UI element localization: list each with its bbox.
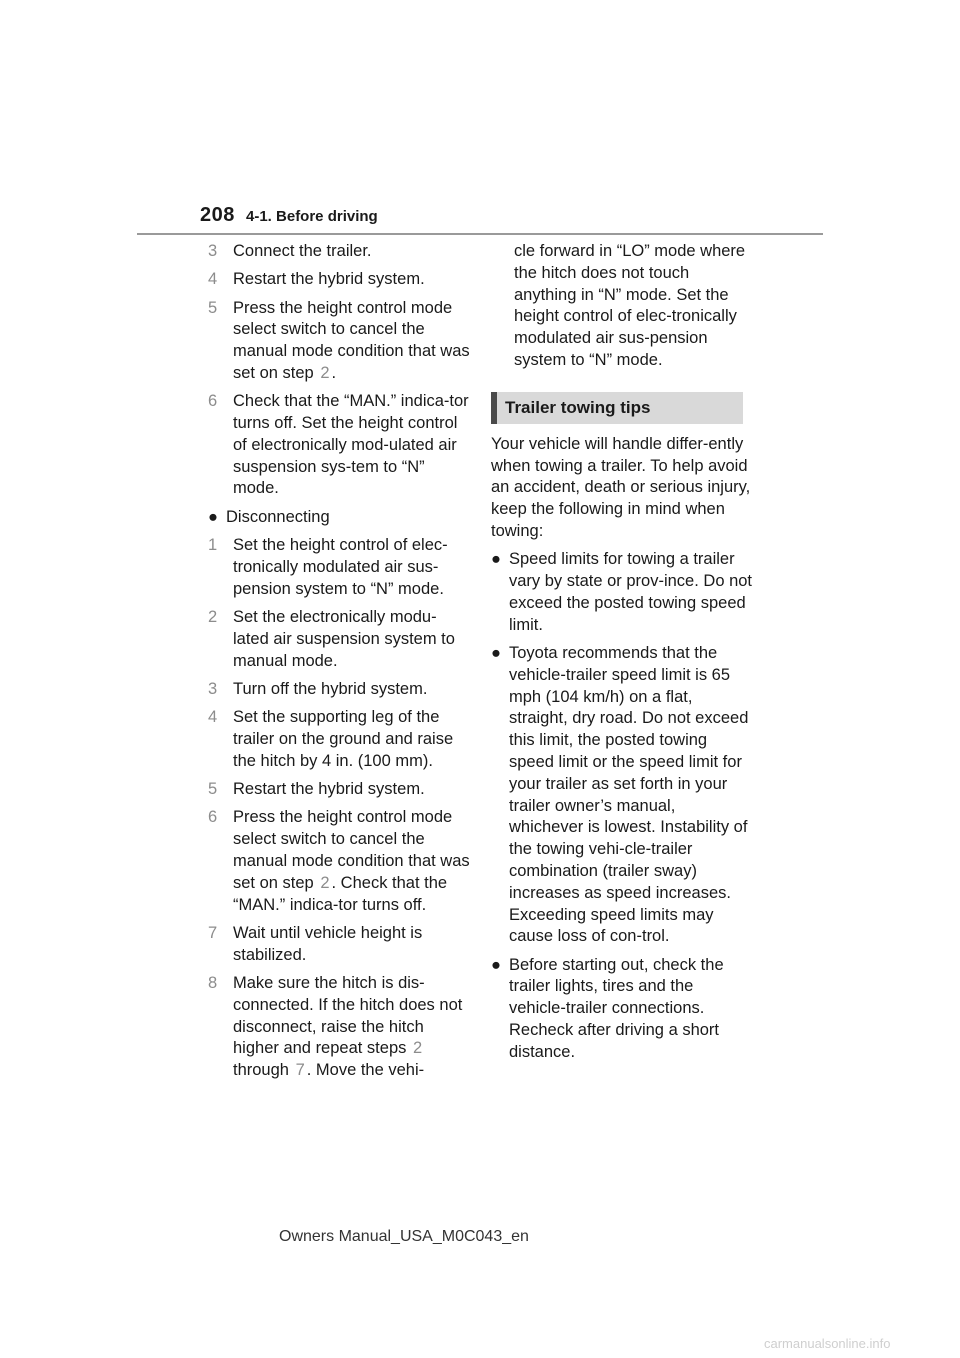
step-text: Restart the hybrid system. — [233, 780, 425, 799]
disconnect-step-8 — [208, 973, 470, 1082]
step-number: 4 — [208, 270, 218, 289]
left-column — [208, 241, 470, 1088]
step-number: 1 — [208, 536, 218, 555]
step-text: Make sure the hitch is dis-connected. If the hitch does not disconnect, raise the hitch higher and repeat steps — [233, 973, 463, 1058]
step-text: Set the electronically modu-lated air suspension system to manual mode. — [233, 607, 455, 670]
step-number: 3 — [208, 679, 218, 698]
step-text: Check that the “MAN.” indica-tor turns off. Set the height control of electronically mod-ulated air suspension sys-tem to “N” mode. — [233, 392, 469, 498]
step-reference[interactable]: 2 — [412, 1039, 423, 1058]
bullet-icon: ● — [491, 643, 501, 662]
step-text: Turn off the hybrid system. — [233, 679, 428, 698]
step-number: 4 — [208, 708, 218, 727]
step-8-continuation: cle forward in “LO” mode where the hitch does not touch anything in “N” mode. Set the height control of elec-tronically modulated air sus-pension system to “N” mode. — [514, 242, 746, 369]
disconnect-step-7 — [208, 923, 470, 967]
step-reference[interactable]: 2 — [320, 363, 330, 382]
step-number: 5 — [208, 780, 218, 799]
disconnect-step-3 — [208, 679, 470, 701]
right-column — [491, 241, 753, 1070]
tip-text: Speed limits for towing a trailer vary by state or prov-ince. Do not exceed the posted towing speed limit. — [509, 550, 753, 634]
bullet-label: Disconnecting — [226, 507, 330, 526]
step-text: Restart the hybrid system. — [233, 270, 425, 289]
section-heading: Trailer towing tips — [491, 392, 743, 424]
tip-item — [491, 549, 753, 636]
step-5-cancel-manual — [208, 298, 470, 385]
step-text: Wait until vehicle height is stabilized. — [233, 923, 423, 964]
step-text-mid: through — [233, 1061, 289, 1080]
step-3-connect — [208, 241, 470, 263]
step-text: Press the height control mode select switch to cancel the manual mode condition that was set on step — [233, 808, 470, 892]
step-reference[interactable]: 7 — [295, 1061, 305, 1080]
disconnect-step-4 — [208, 707, 470, 772]
tip-text: Toyota recommends that the vehicle-trailer speed limit is 65 mph (104 km/h) on a flat, straight, dry road. Do not exceed this limit, the posted towing speed limit or the speed limit for your trailer as set forth in your trailer owner’s manual, whichever is lowest. Instability of the towing vehi-cle-trailer combination (trailer sway) increases as speed increases. Exceeding speed limits may cause loss of con-trol. — [509, 643, 749, 946]
tip-item — [491, 643, 753, 948]
step-number: 3 — [208, 242, 218, 260]
page-number: 208 — [200, 204, 235, 226]
step-text: Set the supporting leg of the trailer on the ground and raise the hitch by 4 in. (100 mm). — [233, 708, 454, 770]
step-number: 5 — [208, 298, 218, 317]
step-6-check-indicator — [208, 391, 470, 500]
disconnecting-heading — [208, 507, 470, 529]
step-number: 6 — [208, 808, 218, 827]
step-number: 7 — [208, 923, 218, 942]
bullet-icon: ● — [208, 507, 218, 526]
step-reference[interactable]: 2 — [320, 873, 330, 892]
footer-doc-id: Owners Manual_USA_M0C043_en — [279, 1228, 529, 1245]
tip-item — [491, 955, 753, 1064]
intro-paragraph: Your vehicle will handle differ-ently when towing a trailer. To help avoid an accident, death or serious injury, keep the following in mind when towing: — [491, 434, 751, 540]
step-number: 8 — [208, 973, 218, 992]
step-text: Set the height control of elec-tronically modulated air sus-pension system to “N” mode. — [233, 536, 448, 598]
disconnect-step-2 — [208, 607, 470, 672]
step-text: Press the height control mode select switch to cancel the manual mode condition that was set on step — [233, 298, 470, 382]
step-4-restart — [208, 269, 470, 291]
section-title: 4-1. Before driving — [246, 208, 378, 225]
step-text-cont: . Check that the “MAN.” indica-tor turns off. — [233, 873, 448, 914]
disconnect-step-1 — [208, 535, 470, 600]
step-number: 2 — [208, 607, 218, 626]
step-text-cont: . Move the vehi- — [306, 1061, 425, 1080]
step-text: Connect the trailer. — [233, 242, 372, 260]
bullet-icon: ● — [491, 955, 501, 974]
tip-text: Before starting out, check the trailer lights, tires and the vehicle-trailer connections. Recheck after driving a short distance. — [509, 955, 724, 1061]
watermark: carmanualsonline.info — [764, 1336, 891, 1351]
step-text-end: . — [331, 363, 337, 382]
disconnect-step-6 — [208, 807, 470, 916]
step-number: 6 — [208, 392, 218, 411]
header-divider — [137, 233, 823, 235]
bullet-icon: ● — [491, 550, 501, 569]
disconnect-step-5 — [208, 779, 470, 801]
